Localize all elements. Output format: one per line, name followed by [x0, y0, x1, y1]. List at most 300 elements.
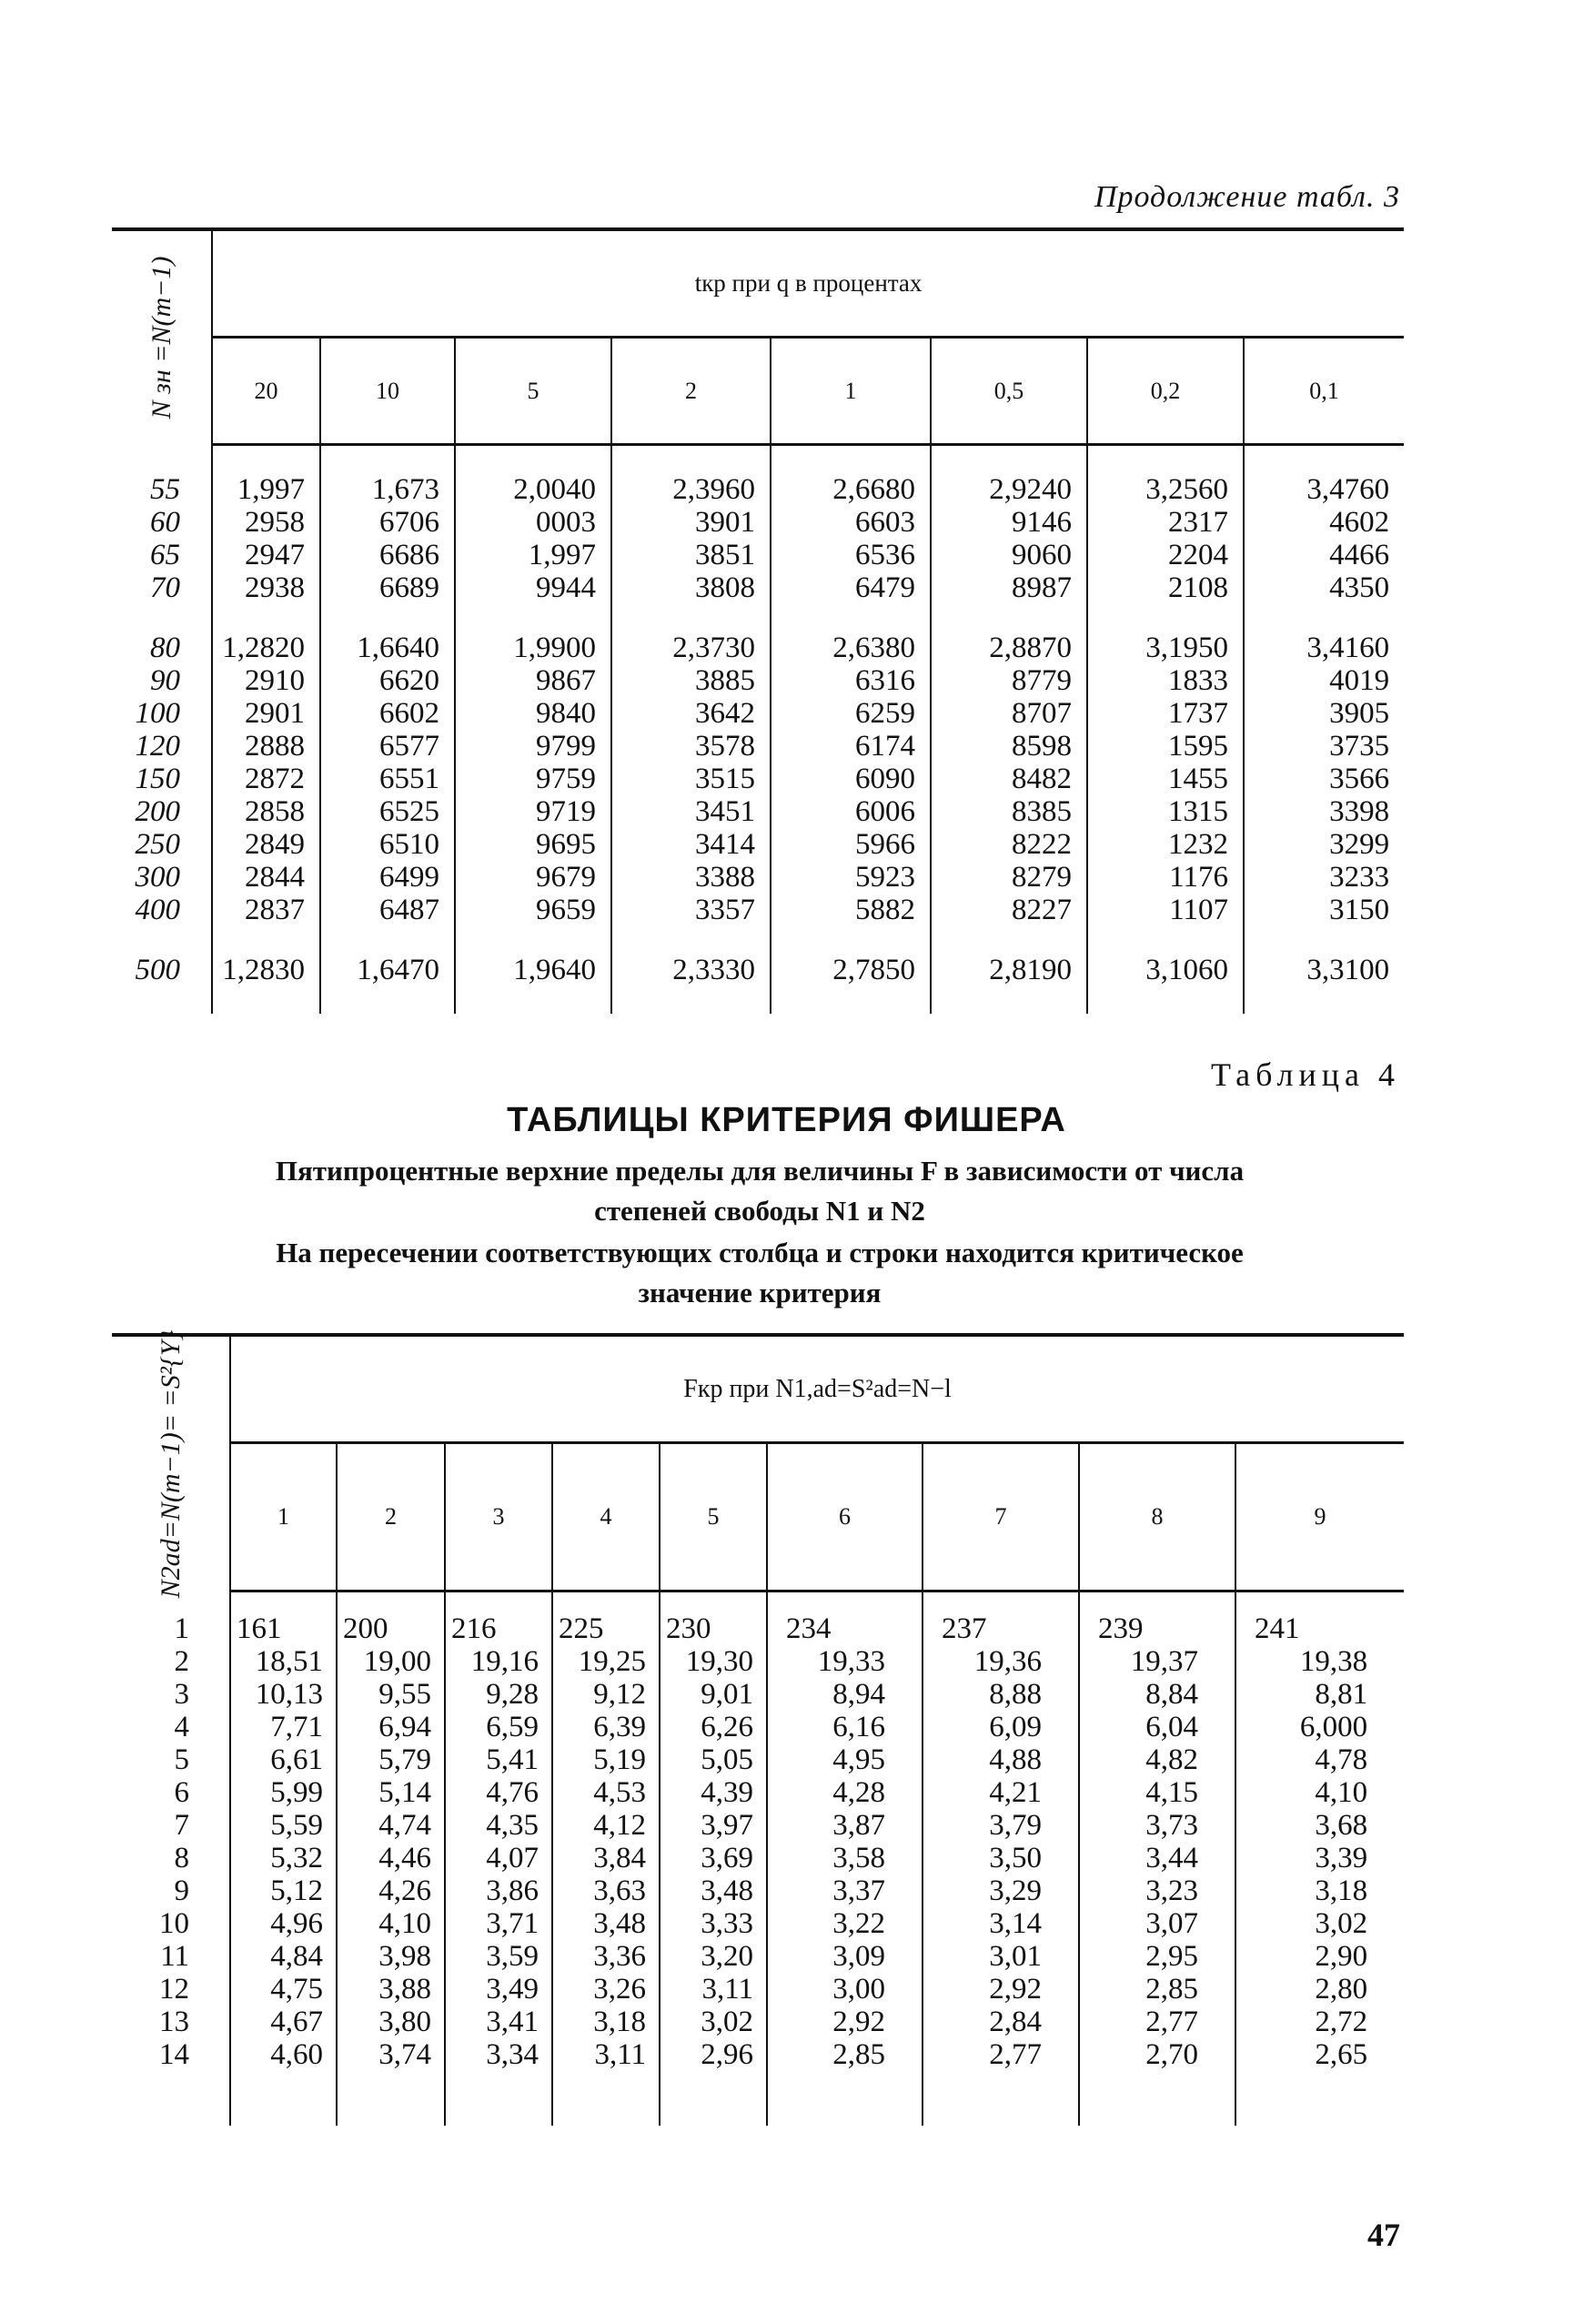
table-cell: 5,19 [552, 1743, 660, 1776]
row-label: 120 [135, 730, 180, 763]
table-cell: 5,41 [445, 1743, 552, 1776]
table-cell: 3,07 [1079, 1907, 1235, 1940]
table-cell: 2,3960 [611, 473, 771, 506]
table-cell: 9146 [931, 506, 1087, 539]
table-cell: 9,28 [445, 1678, 552, 1711]
table-cell: 2901 [212, 697, 320, 730]
table-cell: 3,49 [445, 1973, 552, 2006]
table-cell: 3,41 [445, 2006, 552, 2038]
table-row [112, 730, 1404, 763]
table-cell: 2,85 [1079, 1973, 1235, 2006]
table-cell: 4,28 [767, 1776, 923, 1809]
table-cell: 6,000 [1235, 1711, 1404, 1743]
table-cell: 230 [660, 1612, 767, 1645]
table-cell: 1,2820 [212, 632, 320, 664]
table-cell: 4,07 [445, 1842, 552, 1874]
row-label: 150 [135, 763, 180, 795]
table-cell: 5966 [771, 828, 931, 861]
table-cell: 2,92 [767, 2006, 923, 2038]
table-cell: 4,39 [660, 1776, 767, 1809]
t3-col-header: 0,5 [931, 338, 1087, 445]
table-cell: 3,79 [923, 1809, 1079, 1842]
table-row [112, 1776, 1404, 1809]
table-cell: 2,96 [660, 2038, 767, 2071]
table-cell: 6602 [320, 697, 455, 730]
table-cell: 2,80 [1235, 1973, 1404, 2006]
table-cell: 1,9640 [455, 954, 611, 986]
table-row [112, 1973, 1404, 2006]
table-cell: 2837 [212, 894, 320, 926]
table-cell: 3,33 [660, 1907, 767, 1940]
row-label: 14 [159, 2038, 189, 2071]
table-cell: 2,95 [1079, 1940, 1235, 1973]
table-cell: 1,6470 [320, 954, 455, 986]
table-row [112, 697, 1404, 730]
table-cell: 3,37 [767, 1874, 923, 1907]
t4-column-headers [112, 1443, 1404, 1591]
table-cell: 1,997 [455, 539, 611, 571]
table-cell: 4,84 [230, 1940, 337, 1973]
table-cell: 19,38 [1235, 1645, 1404, 1678]
table-cell: 9,01 [660, 1678, 767, 1711]
table-cell: 7,71 [230, 1711, 337, 1743]
row-label: 400 [135, 894, 180, 926]
table-cell: 3,14 [923, 1907, 1079, 1940]
fisher-note-line1: На пересечении соответствующих столбца и строки находится критическое [276, 1237, 1244, 1268]
table-cell: 10,13 [230, 1678, 337, 1711]
table-cell: 4,76 [445, 1776, 552, 1809]
table-cell: 2,8870 [931, 632, 1087, 664]
t4-col-header: 1 [230, 1443, 337, 1591]
row-label: 6 [174, 1776, 189, 1809]
table-cell: 6174 [771, 730, 931, 763]
table-cell: 2888 [212, 730, 320, 763]
table-row [112, 664, 1404, 697]
table-cell: 1232 [1087, 828, 1244, 861]
table-cell: 3,29 [923, 1874, 1079, 1907]
table-cell: 8222 [931, 828, 1087, 861]
table-row [112, 861, 1404, 894]
t4-col-header: 2 [337, 1443, 445, 1591]
fisher-table [112, 1329, 1404, 2126]
table-row [112, 1940, 1404, 1973]
table-cell: 4602 [1244, 506, 1404, 539]
table-cell: 3,50 [923, 1842, 1079, 1874]
table-cell: 4466 [1244, 539, 1404, 571]
table-row [112, 1612, 1404, 1645]
row-label: 80 [150, 632, 180, 664]
table-cell: 3451 [611, 795, 771, 828]
table-row [112, 1809, 1404, 1842]
table-cell: 3,4760 [1244, 473, 1404, 506]
table-cell: 3233 [1244, 861, 1404, 894]
fisher-subtitle-line1: Пятипроцентные верхние пределы для величины F в зависимости от числа [275, 1155, 1245, 1187]
table-cell: 4,53 [552, 1776, 660, 1809]
table-cell: 19,16 [445, 1645, 552, 1678]
table-cell: 4,82 [1079, 1743, 1235, 1776]
table-cell: 3299 [1244, 828, 1404, 861]
table-cell: 3,39 [1235, 1842, 1404, 1874]
row-label: 250 [135, 828, 180, 861]
table-cell: 4,96 [230, 1907, 337, 1940]
table-cell: 6259 [771, 697, 931, 730]
table-cell: 2,8190 [931, 954, 1087, 986]
t4-col-header: 4 [552, 1443, 660, 1591]
table-cell: 4350 [1244, 571, 1404, 604]
table-cell: 3,80 [337, 2006, 445, 2038]
table-cell: 2,6380 [771, 632, 931, 664]
table-cell: 6686 [320, 539, 455, 571]
table-cell: 3,1950 [1087, 632, 1244, 664]
table-cell: 8279 [931, 861, 1087, 894]
table-cell: 241 [1235, 1612, 1404, 1645]
table-cell: 8,84 [1079, 1678, 1235, 1711]
table-cell: 2204 [1087, 539, 1244, 571]
table-cell: 2844 [212, 861, 320, 894]
table-cell: 6499 [320, 861, 455, 894]
table-cell: 6,04 [1079, 1711, 1235, 1743]
table-cell: 4,26 [337, 1874, 445, 1907]
table-cell: 2872 [212, 763, 320, 795]
table-cell: 3,36 [552, 1940, 660, 1973]
table-cell: 3,74 [337, 2038, 445, 2071]
table-cell: 3851 [611, 539, 771, 571]
table-cell: 3,48 [660, 1874, 767, 1907]
table-cell: 2938 [212, 571, 320, 604]
table-cell: 9659 [455, 894, 611, 926]
table-cell: 3,2560 [1087, 473, 1244, 506]
table-row [112, 473, 1404, 506]
table-cell: 6510 [320, 828, 455, 861]
table-cell: 6487 [320, 894, 455, 926]
table-cell: 2947 [212, 539, 320, 571]
table-cell: 3,09 [767, 1940, 923, 1973]
table-cell: 9695 [455, 828, 611, 861]
table-cell: 3,34 [445, 2038, 552, 2071]
table-cell: 2958 [212, 506, 320, 539]
t3-row-header: N зн =N(m−1) [146, 256, 176, 419]
table-cell: 6536 [771, 539, 931, 571]
table-cell: 2,92 [923, 1973, 1079, 2006]
t3-col-header: 20 [212, 338, 320, 445]
table-cell: 5,99 [230, 1776, 337, 1809]
table-cell: 1107 [1087, 894, 1244, 926]
table-cell: 4,60 [230, 2038, 337, 2071]
table-cell: 2,77 [923, 2038, 1079, 2071]
table-cell: 5,12 [230, 1874, 337, 1907]
table-cell: 3,88 [337, 1973, 445, 2006]
t4-col-header: 5 [660, 1443, 767, 1591]
table-cell: 3,48 [552, 1907, 660, 1940]
row-label: 55 [150, 473, 180, 506]
row-label: 4 [174, 1711, 189, 1743]
table-cell: 2,3330 [611, 954, 771, 986]
table-cell: 2858 [212, 795, 320, 828]
t4-col-header: 3 [445, 1443, 552, 1591]
table-cell: 2,0040 [455, 473, 611, 506]
table-cell: 9719 [455, 795, 611, 828]
table-cell: 5923 [771, 861, 931, 894]
table-cell: 6,59 [445, 1711, 552, 1743]
table-cell: 8779 [931, 664, 1087, 697]
table-cell: 19,25 [552, 1645, 660, 1678]
table-cell: 2,84 [923, 2006, 1079, 2038]
table-cell: 3,02 [1235, 1907, 1404, 1940]
table-cell: 3,20 [660, 1940, 767, 1973]
table-cell: 3735 [1244, 730, 1404, 763]
table-cell: 3,69 [660, 1842, 767, 1874]
t3-col-header: 2 [611, 338, 771, 445]
table-cell: 8598 [931, 730, 1087, 763]
table-cell: 3,71 [445, 1907, 552, 1940]
table-cell: 3,01 [923, 1940, 1079, 1973]
table-cell: 3,3100 [1244, 954, 1404, 986]
t3-col-header: 10 [320, 338, 455, 445]
table-cell: 3566 [1244, 763, 1404, 795]
table-cell: 3885 [611, 664, 771, 697]
row-label: 10 [159, 1907, 189, 1940]
row-label: 200 [135, 795, 180, 828]
table-cell: 6,26 [660, 1711, 767, 1743]
table-cell: 237 [923, 1612, 1079, 1645]
table-row [112, 2006, 1404, 2038]
table-cell: 3,00 [767, 1973, 923, 2006]
table-cell: 3,23 [1079, 1874, 1235, 1907]
table-row [112, 1645, 1404, 1678]
table-cell: 3642 [611, 697, 771, 730]
table-cell: 3,98 [337, 1940, 445, 1973]
continuation-header: Продолжение табл. 3 [1094, 180, 1400, 214]
table-cell: 3,11 [552, 2038, 660, 2071]
table-cell: 4,35 [445, 1809, 552, 1842]
table-row [112, 1874, 1404, 1907]
table-cell: 19,37 [1079, 1645, 1235, 1678]
t3-col-header: 5 [455, 338, 611, 445]
table-cell: 1595 [1087, 730, 1244, 763]
table-cell: 2,77 [1079, 2006, 1235, 2038]
table-cell: 4,10 [1235, 1776, 1404, 1809]
table-cell: 6525 [320, 795, 455, 828]
table-cell: 5,79 [337, 1743, 445, 1776]
t4-col-header: 8 [1079, 1443, 1235, 1591]
table-cell: 4,15 [1079, 1776, 1235, 1809]
page-number: 47 [1367, 2217, 1400, 2253]
table-cell: 161 [230, 1612, 337, 1645]
table-cell: 239 [1079, 1612, 1235, 1645]
table-cell: 5,32 [230, 1842, 337, 1874]
table-cell: 3,02 [660, 2006, 767, 2038]
table-cell: 0003 [455, 506, 611, 539]
table-cell: 6090 [771, 763, 931, 795]
fisher-table-title: ТАБЛИЦЫ КРИТЕРИЯ ФИШЕРА [507, 1101, 1066, 1139]
table-cell: 6620 [320, 664, 455, 697]
table-cell: 4,88 [923, 1743, 1079, 1776]
table-cell: 6577 [320, 730, 455, 763]
table-cell: 4,46 [337, 1842, 445, 1874]
table-cell: 6,61 [230, 1743, 337, 1776]
table-cell: 6479 [771, 571, 931, 604]
table-row [112, 571, 1404, 604]
fisher-subtitle-line2: степеней свободы N1 и N2 [594, 1195, 925, 1227]
table-cell: 3901 [611, 506, 771, 539]
table-row [112, 1743, 1404, 1776]
t4-col-header: 6 [767, 1443, 923, 1591]
table-cell: 3,4160 [1244, 632, 1404, 664]
table-cell: 1,997 [212, 473, 320, 506]
table-cell: 4,21 [923, 1776, 1079, 1809]
table-cell: 2,70 [1079, 2038, 1235, 2071]
table-cell: 8,81 [1235, 1678, 1404, 1711]
table-row [112, 539, 1404, 571]
row-label: 100 [135, 697, 180, 730]
table-cell: 3578 [611, 730, 771, 763]
table-row [112, 894, 1404, 926]
table-cell: 5,05 [660, 1743, 767, 1776]
table-cell: 4019 [1244, 664, 1404, 697]
table-cell: 9679 [455, 861, 611, 894]
table-cell: 9840 [455, 697, 611, 730]
row-label: 70 [150, 571, 180, 604]
table-row [112, 954, 1404, 986]
table-cell: 4,12 [552, 1809, 660, 1842]
table-cell: 6,39 [552, 1711, 660, 1743]
table-cell: 4,74 [337, 1809, 445, 1842]
table-cell: 5882 [771, 894, 931, 926]
table-cell: 1315 [1087, 795, 1244, 828]
row-label: 9 [174, 1874, 189, 1907]
table-cell: 1,2830 [212, 954, 320, 986]
fisher-subtitle [109, 1151, 1410, 1231]
table-row [112, 1907, 1404, 1940]
table-cell: 3,22 [767, 1907, 923, 1940]
table-row [112, 1842, 1404, 1874]
table-cell: 9,12 [552, 1678, 660, 1711]
table-cell: 2,9240 [931, 473, 1087, 506]
t4-col-header: 9 [1235, 1443, 1404, 1591]
table-cell: 3398 [1244, 795, 1404, 828]
table-cell: 1,673 [320, 473, 455, 506]
table-cell: 3808 [611, 571, 771, 604]
row-label: 13 [159, 2006, 189, 2038]
table-cell: 3,86 [445, 1874, 552, 1907]
table-cell: 6603 [771, 506, 931, 539]
table-cell: 9759 [455, 763, 611, 795]
t3-body [112, 445, 1404, 1015]
table-cell: 3,97 [660, 1809, 767, 1842]
t4-super-header: Fкр при N1,ad=S²ad=N−l [230, 1335, 1404, 1443]
table-cell: 6316 [771, 664, 931, 697]
row-label: 7 [174, 1809, 189, 1842]
row-label: 65 [150, 539, 180, 571]
table-cell: 1833 [1087, 664, 1244, 697]
t3-col-header: 1 [771, 338, 931, 445]
t3-column-headers [112, 338, 1404, 445]
table-cell: 8,88 [923, 1678, 1079, 1711]
table-cell: 4,75 [230, 1973, 337, 2006]
table-cell: 234 [767, 1612, 923, 1645]
row-label: 5 [174, 1743, 189, 1776]
t3-col-header: 0,2 [1087, 338, 1244, 445]
table-cell: 2849 [212, 828, 320, 861]
table-row [112, 763, 1404, 795]
row-label: 500 [135, 954, 180, 986]
table-cell: 2,7850 [771, 954, 931, 986]
table-cell: 3,1060 [1087, 954, 1244, 986]
table-cell: 9,55 [337, 1678, 445, 1711]
table-cell: 3,73 [1079, 1809, 1235, 1842]
table-cell: 1176 [1087, 861, 1244, 894]
fisher-note-line2: значение критерия [638, 1277, 882, 1309]
table-cell: 225 [552, 1612, 660, 1645]
table-cell: 6689 [320, 571, 455, 604]
table-cell: 9867 [455, 664, 611, 697]
t4-row-header: N2ad=N(m−1)= =S²{Y} [155, 1329, 186, 1599]
table-cell: 5,14 [337, 1776, 445, 1809]
table-cell: 4,10 [337, 1907, 445, 1940]
table-row [112, 506, 1404, 539]
table-cell: 18,51 [230, 1645, 337, 1678]
table-cell: 1,9900 [455, 632, 611, 664]
table-cell: 1737 [1087, 697, 1244, 730]
table-cell: 3,18 [1235, 1874, 1404, 1907]
row-label: 3 [174, 1678, 189, 1711]
t4-body [112, 1591, 1404, 2127]
table-cell: 5,59 [230, 1809, 337, 1842]
table-cell: 3,58 [767, 1842, 923, 1874]
table-cell: 19,36 [923, 1645, 1079, 1678]
table-cell: 3388 [611, 861, 771, 894]
table-row [112, 1678, 1404, 1711]
row-label: 60 [150, 506, 180, 539]
table-cell: 3905 [1244, 697, 1404, 730]
row-label: 11 [160, 1940, 189, 1973]
table-cell: 4,67 [230, 2006, 337, 2038]
table-cell: 19,33 [767, 1645, 923, 1678]
table-cell: 8987 [931, 571, 1087, 604]
table-cell: 2,90 [1235, 1940, 1404, 1973]
table-row [112, 795, 1404, 828]
table-cell: 8227 [931, 894, 1087, 926]
table-cell: 1455 [1087, 763, 1244, 795]
table-cell: 3150 [1244, 894, 1404, 926]
table-cell: 2,6680 [771, 473, 931, 506]
table-cell: 6,16 [767, 1711, 923, 1743]
row-label: 2 [174, 1645, 189, 1678]
table-cell: 19,30 [660, 1645, 767, 1678]
table-cell: 9799 [455, 730, 611, 763]
table-cell: 4,95 [767, 1743, 923, 1776]
row-label: 300 [135, 861, 180, 894]
table-row [112, 2038, 1404, 2071]
t4-col-header: 7 [923, 1443, 1079, 1591]
table-cell: 19,00 [337, 1645, 445, 1678]
table-cell: 3357 [611, 894, 771, 926]
table-cell: 2108 [1087, 571, 1244, 604]
table-cell: 6,09 [923, 1711, 1079, 1743]
table-cell: 3,63 [552, 1874, 660, 1907]
table-cell: 3515 [611, 763, 771, 795]
table-cell: 9944 [455, 571, 611, 604]
t3-col-header: 0,1 [1244, 338, 1404, 445]
table-cell: 3,18 [552, 2006, 660, 2038]
table-cell: 216 [445, 1612, 552, 1645]
table-cell: 2,3730 [611, 632, 771, 664]
table-cell: 6706 [320, 506, 455, 539]
row-label: 1 [174, 1612, 189, 1645]
table-cell: 9060 [931, 539, 1087, 571]
table-cell: 1,6640 [320, 632, 455, 664]
table-number-label: Таблица 4 [1211, 1056, 1400, 1093]
